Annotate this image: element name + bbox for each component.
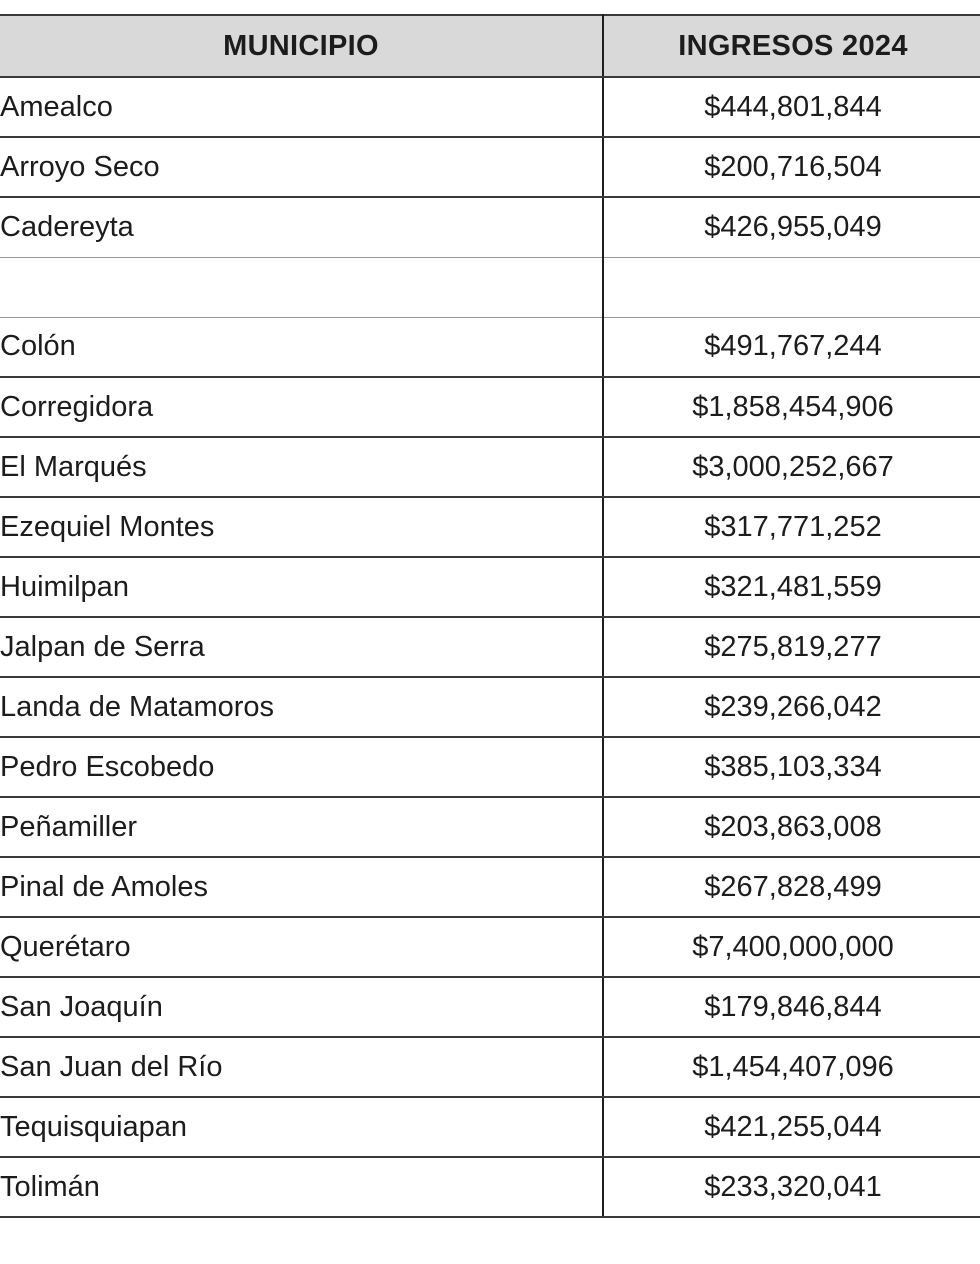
ingresos-cell: $491,767,244 xyxy=(603,317,980,377)
municipio-cell: San Joaquín xyxy=(0,977,603,1037)
table-body xyxy=(0,77,980,1217)
ingresos-cell: $233,320,041 xyxy=(603,1157,980,1217)
income-table xyxy=(0,14,980,1218)
table-row xyxy=(0,497,980,557)
table-row xyxy=(0,77,980,137)
income-table-container xyxy=(0,14,980,1218)
municipio-cell xyxy=(0,257,603,317)
header-row xyxy=(0,15,980,77)
municipio-cell: Ezequiel Montes xyxy=(0,497,603,557)
ingresos-cell: $1,858,454,906 xyxy=(603,377,980,437)
ingresos-cell: $317,771,252 xyxy=(603,497,980,557)
table-header xyxy=(0,15,980,77)
table-row xyxy=(0,137,980,197)
table-row xyxy=(0,737,980,797)
column-header-ingresos: INGRESOS 2024 xyxy=(603,15,980,77)
municipio-cell: Pinal de Amoles xyxy=(0,857,603,917)
municipio-cell: Pedro Escobedo xyxy=(0,737,603,797)
table-row xyxy=(0,917,980,977)
table-row xyxy=(0,797,980,857)
municipio-cell: Corregidora xyxy=(0,377,603,437)
municipio-cell: Tequisquiapan xyxy=(0,1097,603,1157)
ingresos-cell: $385,103,334 xyxy=(603,737,980,797)
municipio-cell: San Juan del Río xyxy=(0,1037,603,1097)
municipio-cell: Landa de Matamoros xyxy=(0,677,603,737)
column-header-municipio: MUNICIPIO xyxy=(0,15,603,77)
ingresos-cell: $7,400,000,000 xyxy=(603,917,980,977)
municipio-cell: Peñamiller xyxy=(0,797,603,857)
municipio-cell: Tolimán xyxy=(0,1157,603,1217)
table-row-empty xyxy=(0,257,980,317)
table-row xyxy=(0,377,980,437)
municipio-cell: Colón xyxy=(0,317,603,377)
municipio-cell: Querétaro xyxy=(0,917,603,977)
table-row xyxy=(0,437,980,497)
municipio-cell: Jalpan de Serra xyxy=(0,617,603,677)
municipio-cell: Amealco xyxy=(0,77,603,137)
ingresos-cell xyxy=(603,257,980,317)
ingresos-cell: $444,801,844 xyxy=(603,77,980,137)
municipio-cell: Huimilpan xyxy=(0,557,603,617)
ingresos-cell: $421,255,044 xyxy=(603,1097,980,1157)
table-row xyxy=(0,197,980,257)
table-row xyxy=(0,1157,980,1217)
municipio-cell: Arroyo Seco xyxy=(0,137,603,197)
table-row xyxy=(0,977,980,1037)
ingresos-cell: $179,846,844 xyxy=(603,977,980,1037)
ingresos-cell: $203,863,008 xyxy=(603,797,980,857)
municipio-cell: Cadereyta xyxy=(0,197,603,257)
table-row xyxy=(0,557,980,617)
ingresos-cell: $267,828,499 xyxy=(603,857,980,917)
table-row xyxy=(0,677,980,737)
table-row xyxy=(0,317,980,377)
table-row xyxy=(0,1097,980,1157)
municipio-cell: El Marqués xyxy=(0,437,603,497)
table-row xyxy=(0,857,980,917)
table-row xyxy=(0,1037,980,1097)
ingresos-cell: $426,955,049 xyxy=(603,197,980,257)
ingresos-cell: $3,000,252,667 xyxy=(603,437,980,497)
table-row xyxy=(0,617,980,677)
ingresos-cell: $1,454,407,096 xyxy=(603,1037,980,1097)
ingresos-cell: $275,819,277 xyxy=(603,617,980,677)
ingresos-cell: $239,266,042 xyxy=(603,677,980,737)
ingresos-cell: $321,481,559 xyxy=(603,557,980,617)
ingresos-cell: $200,716,504 xyxy=(603,137,980,197)
